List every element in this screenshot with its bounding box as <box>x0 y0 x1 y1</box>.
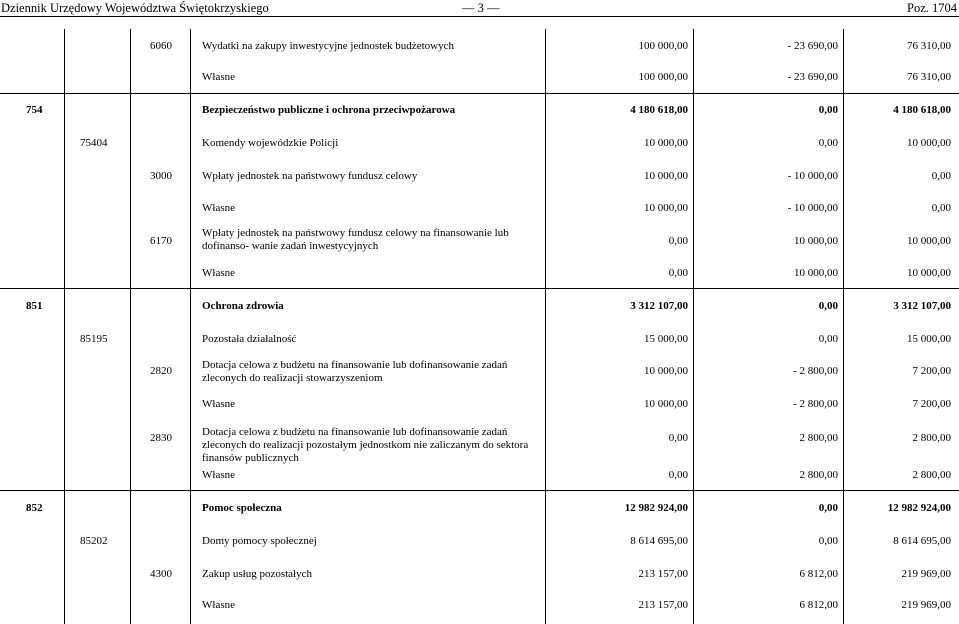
table-row <box>0 426 959 464</box>
name-cell: Własne <box>202 202 235 214</box>
value-after-cell: 0,00 <box>931 170 951 182</box>
value-before-cell: 0,00 <box>668 235 688 247</box>
value-before-cell: 213 157,00 <box>638 568 688 580</box>
page-number: — 3 — <box>462 1 500 15</box>
change-cell: - 2 800,00 <box>793 398 838 410</box>
paragraf-cell: 6060 <box>150 40 172 52</box>
value-after-cell: 7 200,00 <box>912 398 951 410</box>
journal-title: Dziennik Urzędowy Województwa Świętokrzyskiego <box>1 1 269 15</box>
change-cell: 0,00 <box>818 300 838 312</box>
change-cell: 6 812,00 <box>799 599 838 611</box>
name-cell: Zakup usług pozostałych <box>202 568 312 580</box>
value-before-cell: 100 000,00 <box>638 40 688 52</box>
value-before-cell: 10 000,00 <box>644 398 688 410</box>
name-cell: Własne <box>202 71 235 83</box>
name-cell: Wpłaty jednostek na państwowy fundusz celowy na finansowanie lub dofinanso- wanie zadań inwestycyjnych <box>202 227 509 252</box>
value-after-cell: 12 982 924,00 <box>887 502 951 514</box>
name-cell: Dotacja celowa z budżetu na finansowanie lub dofinansowanie zadań zleconych do realizacji stowarzyszeniom <box>202 359 508 384</box>
change-cell: - 2 800,00 <box>793 365 838 377</box>
name-cell: Własne <box>202 398 235 410</box>
column-divider <box>693 29 694 624</box>
change-cell: - 10 000,00 <box>787 170 838 182</box>
paragraf-cell: 4300 <box>150 568 172 580</box>
name-cell: Własne <box>202 469 235 481</box>
change-cell: 6 812,00 <box>799 568 838 580</box>
change-cell: 0,00 <box>818 104 838 116</box>
name-cell: Domy pomocy społecznej <box>202 535 317 547</box>
change-cell: 2 800,00 <box>799 432 838 444</box>
value-after-cell: 8 614 695,00 <box>893 535 951 547</box>
column-divider <box>190 29 191 624</box>
change-cell: 0,00 <box>818 137 838 149</box>
name-cell: Wydatki na zakupy inwestycyjne jednostek budżetowych <box>202 40 454 52</box>
value-before-cell: 8 614 695,00 <box>630 535 688 547</box>
change-cell: 10 000,00 <box>794 267 838 279</box>
rozdzial-cell: 75404 <box>80 137 108 149</box>
name-cell: Komendy wojewódzkie Policji <box>202 137 339 149</box>
value-after-cell: 15 000,00 <box>907 333 951 345</box>
dzial-cell: 851 <box>26 300 43 312</box>
value-before-cell: 10 000,00 <box>644 202 688 214</box>
paragraf-cell: 2820 <box>150 365 172 377</box>
value-after-cell: 0,00 <box>931 202 951 214</box>
value-after-cell: 219 969,00 <box>901 568 951 580</box>
value-after-cell: 4 180 618,00 <box>893 104 951 116</box>
value-before-cell: 100 000,00 <box>638 71 688 83</box>
dzial-cell: 754 <box>26 104 43 116</box>
table-row <box>0 227 959 257</box>
section-rule <box>0 93 959 94</box>
name-cell: Własne <box>202 267 235 279</box>
value-before-cell: 0,00 <box>668 469 688 481</box>
value-before-cell: 12 982 924,00 <box>624 502 688 514</box>
value-after-cell: 2 800,00 <box>912 432 951 444</box>
section-rule <box>0 490 959 491</box>
value-before-cell: 4 180 618,00 <box>630 104 688 116</box>
value-before-cell: 10 000,00 <box>644 365 688 377</box>
value-after-cell: 7 200,00 <box>912 365 951 377</box>
change-cell: 0,00 <box>818 502 838 514</box>
change-cell: 0,00 <box>818 535 838 547</box>
value-after-cell: 10 000,00 <box>907 137 951 149</box>
value-after-cell: 10 000,00 <box>907 267 951 279</box>
value-before-cell: 10 000,00 <box>644 170 688 182</box>
value-before-cell: 10 000,00 <box>644 137 688 149</box>
value-before-cell: 0,00 <box>668 432 688 444</box>
table-row <box>0 359 959 389</box>
name-cell: Własne <box>202 599 235 611</box>
name-cell: Wpłaty jednostek na państwowy fundusz celowy <box>202 170 418 182</box>
section-rule <box>0 288 959 289</box>
change-cell: 0,00 <box>818 333 838 345</box>
change-cell: - 10 000,00 <box>787 202 838 214</box>
rozdzial-cell: 85195 <box>80 333 108 345</box>
column-divider <box>64 29 65 624</box>
value-after-cell: 10 000,00 <box>907 235 951 247</box>
paragraf-cell: 6170 <box>150 235 172 247</box>
name-cell: Pozostała działalność <box>202 333 297 345</box>
value-before-cell: 0,00 <box>668 267 688 279</box>
value-after-cell: 3 312 107,00 <box>893 300 951 312</box>
name-cell: Pomoc społeczna <box>202 502 282 514</box>
dzial-cell: 852 <box>26 502 43 514</box>
rozdzial-cell: 85202 <box>80 535 108 547</box>
column-divider <box>130 29 131 624</box>
page-header <box>0 0 959 16</box>
value-before-cell: 15 000,00 <box>644 333 688 345</box>
change-cell: - 23 690,00 <box>787 40 838 52</box>
name-cell: Bezpieczeństwo publiczne i ochrona przeciwpożarowa <box>202 104 456 116</box>
change-cell: 2 800,00 <box>799 469 838 481</box>
position-number: Poz. 1704 <box>907 1 957 15</box>
paragraf-cell: 2830 <box>150 432 172 444</box>
paragraf-cell: 3000 <box>150 170 172 182</box>
name-cell: Dotacja celowa z budżetu na finansowanie lub dofinansowanie zadań zleconych do realizacji pozostałym jednostkom nie zaliczanym do sektora finansów publicznych <box>202 426 529 464</box>
header-rule <box>0 16 959 17</box>
change-cell: 10 000,00 <box>794 235 838 247</box>
value-before-cell: 213 157,00 <box>638 599 688 611</box>
change-cell: - 23 690,00 <box>787 71 838 83</box>
value-after-cell: 76 310,00 <box>907 40 951 52</box>
value-after-cell: 219 969,00 <box>901 599 951 611</box>
name-cell: Ochrona zdrowia <box>202 300 284 312</box>
value-after-cell: 2 800,00 <box>912 469 951 481</box>
value-after-cell: 76 310,00 <box>907 71 951 83</box>
value-before-cell: 3 312 107,00 <box>630 300 688 312</box>
